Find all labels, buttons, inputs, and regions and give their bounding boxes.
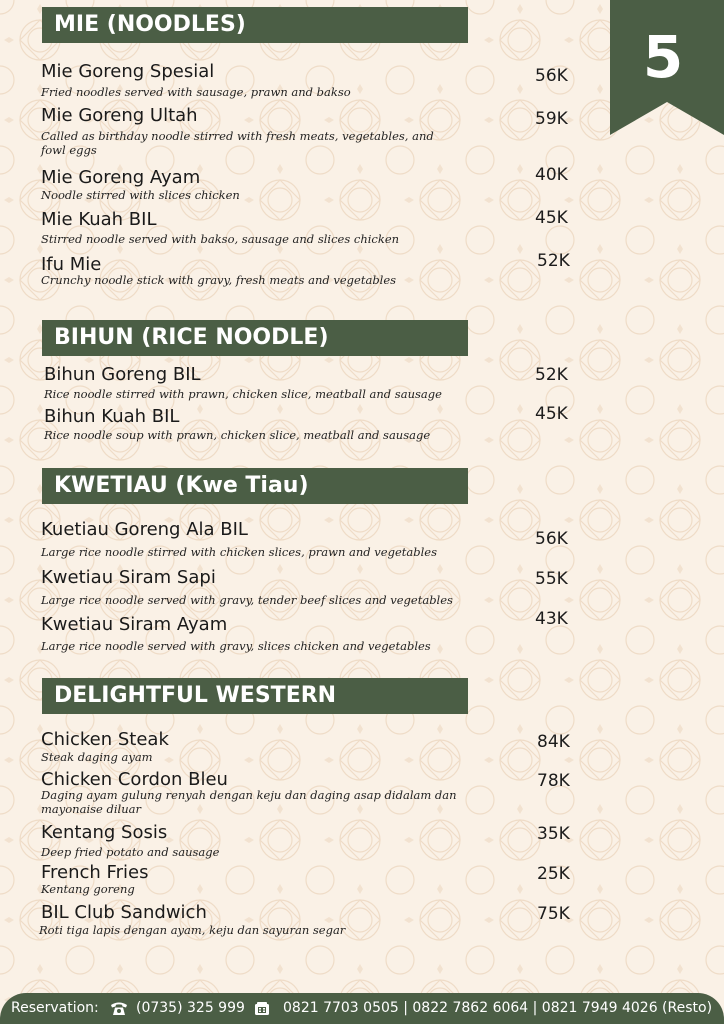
reservation-phone-2[interactable]: 0821 7703 0505 | 0822 7862 6064 | 0821 7949 4026 (Resto) <box>283 1000 713 1016</box>
menu-item-desc: Crunchy noodle stick with gravy, fresh meats and vegetables <box>41 273 397 287</box>
menu-item-desc: Large rice noodle served with gravy, tender beef slices and vegetables <box>41 593 453 607</box>
menu-item-name: Chicken Steak <box>41 729 169 750</box>
menu-item-name: Kwetiau Siram Sapi <box>41 567 216 588</box>
menu-item-price: 25K <box>537 864 570 884</box>
telephone-icon <box>253 1001 271 1016</box>
menu-item-name: Kentang Sosis <box>41 822 168 843</box>
menu-item-desc: Daging ayam gulung renyah dengan keju dan daging asap didalam dan mayonaise diluar <box>41 788 457 816</box>
menu-item-name: Bihun Kuah BIL <box>44 406 180 427</box>
menu-item-price: 78K <box>537 771 570 791</box>
menu-item-desc: Roti tiga lapis dengan ayam, keju dan sayuran segar <box>39 923 346 937</box>
menu-item-name: Kwetiau Siram Ayam <box>41 614 228 635</box>
menu-item-name: Mie Goreng Spesial <box>41 61 215 82</box>
menu-item-price: 84K <box>537 732 570 752</box>
menu-item-name: BIL Club Sandwich <box>41 902 207 923</box>
menu-item-name: Bihun Goreng BIL <box>44 364 201 385</box>
page-number: 5 <box>642 23 684 91</box>
reservation-label: Reservation: <box>11 1000 99 1016</box>
menu-item-price: 59K <box>535 109 568 129</box>
menu-item-desc: Large rice noodle served with gravy, slices chicken and vegetables <box>41 639 431 653</box>
menu-item-price: 52K <box>535 365 568 385</box>
menu-item-price: 40K <box>535 165 568 185</box>
menu-item-price: 52K <box>537 251 570 271</box>
menu-item-name: Mie Goreng Ayam <box>41 167 201 188</box>
menu-item-name: French Fries <box>41 862 149 883</box>
menu-item-desc: Noodle stirred with slices chicken <box>41 188 240 202</box>
menu-item-price: 56K <box>535 66 568 86</box>
menu-item-price: 45K <box>535 208 568 228</box>
menu-item-desc: Stirred noodle served with bakso, sausage and slices chicken <box>41 232 400 246</box>
section-header-western: DELIGHTFUL WESTERN <box>42 678 468 714</box>
menu-item-name: Mie Goreng Ultah <box>41 105 198 126</box>
section-header-noodles: MIE (NOODLES) <box>42 7 468 43</box>
menu-item-price: 43K <box>535 609 568 629</box>
section-header-kwetiau: KWETIAU (Kwe Tiau) <box>42 468 468 504</box>
menu-item-desc: Rice noodle soup with prawn, chicken slice, meatball and sausage <box>44 428 431 442</box>
menu-item-desc: Called as birthday noodle stirred with fresh meats, vegetables, and fowl eggs <box>41 129 434 157</box>
menu-item-name: Ifu Mie <box>41 254 102 275</box>
menu-item-desc: Deep fried potato and sausage <box>41 845 220 859</box>
menu-item-price: 35K <box>537 824 570 844</box>
menu-item-desc: Rice noodle stirred with prawn, chicken slice, meatball and sausage <box>44 387 442 401</box>
menu-item-price: 45K <box>535 404 568 424</box>
menu-item-price: 75K <box>537 904 570 924</box>
menu-item-desc: Fried noodles served with sausage, prawn and bakso <box>41 85 351 99</box>
menu-item-desc: Steak daging ayam <box>41 750 153 764</box>
menu-item-desc: Large rice noodle stirred with chicken slices, prawn and vegetables <box>41 545 437 559</box>
menu-item-desc: Kentang goreng <box>41 882 135 896</box>
reservation-phone-1[interactable]: (0735) 325 999 <box>136 1000 245 1016</box>
menu-item-price: 55K <box>535 569 568 589</box>
menu-item-name: Kuetiau Goreng Ala BIL <box>41 519 248 540</box>
telephone-icon <box>110 1001 128 1016</box>
menu-item-name: Mie Kuah BIL <box>41 209 157 230</box>
menu-item-name: Chicken Cordon Bleu <box>41 769 228 790</box>
reservation-footer <box>0 993 724 1024</box>
section-header-rice-noodle: BIHUN (RICE NOODLE) <box>42 320 468 356</box>
menu-item-price: 56K <box>535 529 568 549</box>
